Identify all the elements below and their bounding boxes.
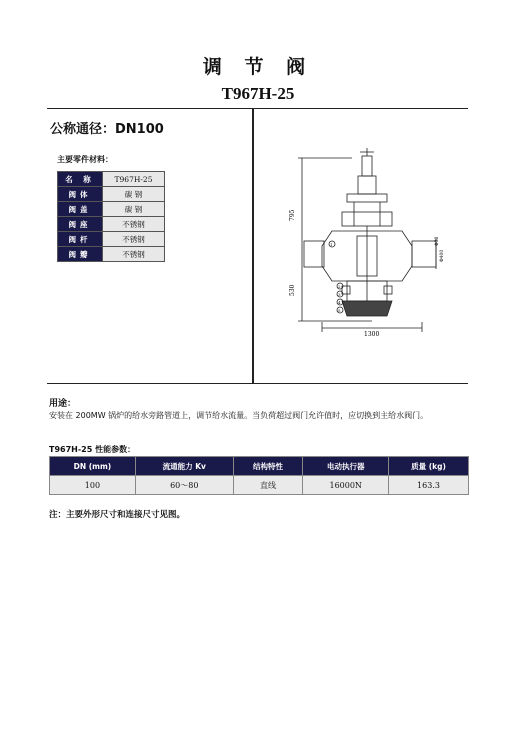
table-cell: 163.3 [389,476,469,495]
part-name: 阀瓣 [58,247,103,262]
column-header: 流通能力 Kv [135,457,233,476]
model-number: T967H-25 [221,84,295,103]
part-name: 阀体 [58,187,103,202]
frame-divider [252,108,254,383]
part-material: T967H-25 [103,172,165,187]
part-name: 名 称 [58,172,103,187]
parts-title: 主要零件材料： [57,155,113,164]
part-name: 阀盖 [58,202,103,217]
balloon-label: 3 [338,292,341,297]
parts-table [57,171,165,262]
column-header: DN (mm) [50,457,136,476]
performance-title: T967H-25 性能参数： [49,445,136,454]
table-header-row [50,457,469,476]
balloon-label: 1 [330,242,333,247]
performance-table [49,456,469,495]
valve-drawing [262,136,452,346]
column-header: 结构特性 [233,457,303,476]
table-cell: 直线 [233,476,303,495]
balloon-label: 4 [338,300,341,305]
table-row [58,187,165,202]
part-name: 阀杆 [58,232,103,247]
page-title: 调 节 阀 [202,56,314,78]
table-cell: 16000N [303,476,389,495]
part-material: 碳 钢 [103,202,165,217]
part-material: 不锈钢 [103,247,165,262]
table-cell: 60～80 [135,476,233,495]
dim-width: 1300 [364,331,380,338]
table-cell: 100 [50,476,136,495]
table-row [50,476,469,495]
table-row [58,247,165,262]
usage-title: 用途： [49,399,77,409]
usage-text: 安装在 200MW 锅炉的给水旁路管道上，调节给水流量。当负荷超过阀门允许值时，应切换到主给水阀门。 [49,411,429,420]
dim-pipe-1: Φ38 [435,236,440,246]
table-row [58,202,165,217]
balloon-label: 5 [338,308,341,313]
column-header: 质量 (kg) [389,457,469,476]
column-header: 电动执行器 [303,457,389,476]
table-row [58,217,165,232]
dim-pipe-2: Φ400 [440,249,445,262]
part-material: 不锈钢 [103,232,165,247]
part-material: 不锈钢 [103,217,165,232]
part-name: 阀座 [58,217,103,232]
nominal-diameter: 公称通径：DN100 [50,122,164,137]
footnote: 注：主要外形尺寸和连接尺寸见图。 [49,510,186,520]
part-material: 碳 钢 [103,187,165,202]
dim-lower: 530 [289,284,296,296]
table-row [58,232,165,247]
balloon-label: 2 [338,284,341,289]
dim-height: 795 [289,209,296,221]
table-row [58,172,165,187]
